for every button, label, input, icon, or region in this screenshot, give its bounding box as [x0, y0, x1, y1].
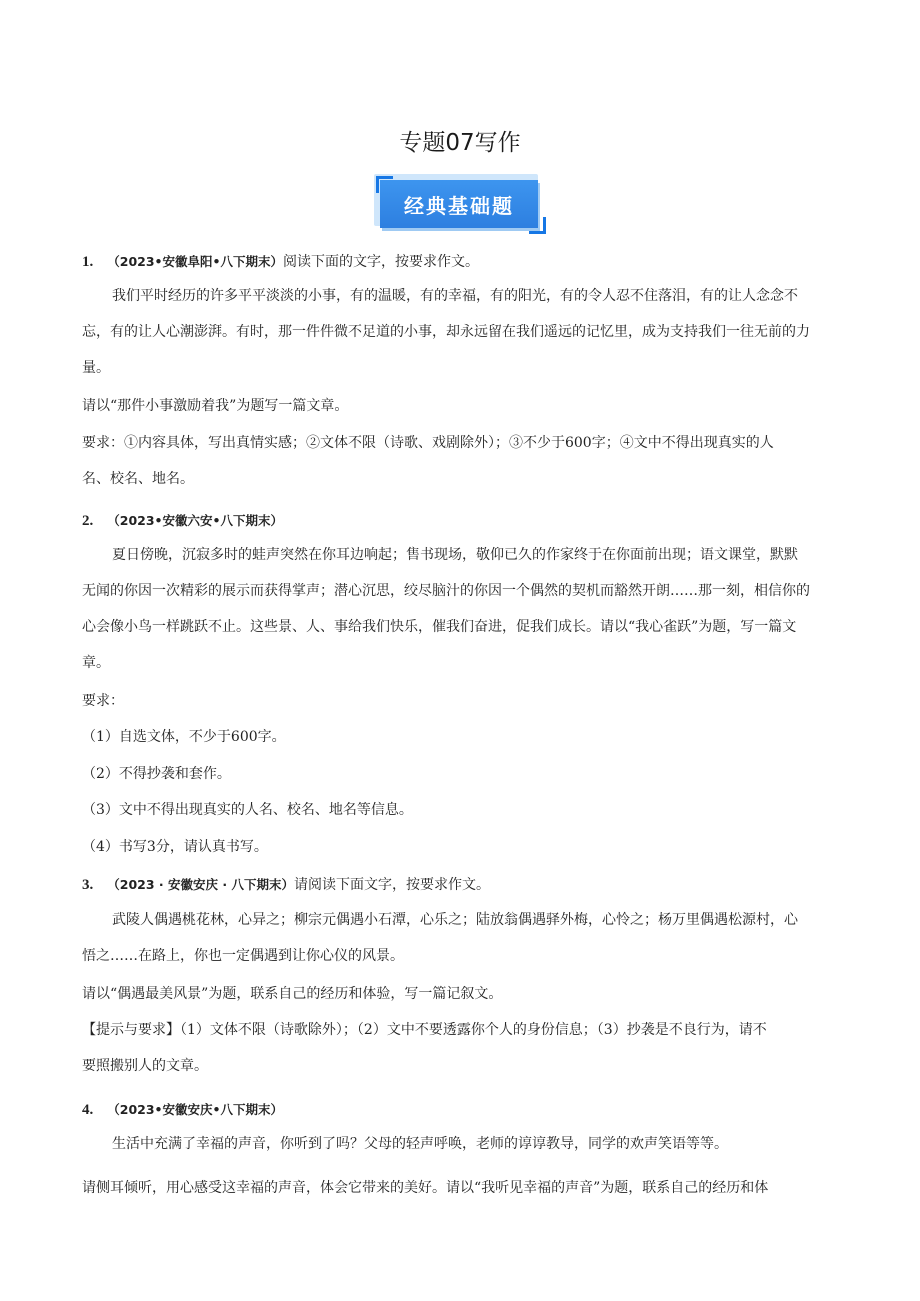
question-3-header: [82, 875, 490, 895]
question-1-line: 我们平时经历的许多平平淡淡的小事，有的温暖，有的幸福，有的阳光，有的令人忍不住落泪，有的让人念念不: [112, 288, 798, 304]
question-2-line: 心会像小鸟一样跳跃不止。这些景、人、事给我们快乐，催我们奋进，促我们成长。请以“我心雀跃”为题，写一篇文: [82, 619, 797, 635]
question-2-requirement: （4）书写3分，请认真书写。: [82, 839, 268, 855]
question-number: 4.: [82, 1102, 94, 1118]
question-2-line: 无闻的你因一次精彩的展示而获得掌声；潜心沉思，绞尽脑汁的你因一个偶然的契机而豁然开朗……那一刻，相信你的: [82, 583, 810, 599]
question-1-line: 量。: [82, 360, 110, 376]
question-number: 3.: [82, 877, 94, 893]
question-3-prompt: 请以“偶遇最美风景”为题，联系自己的经历和体验，写一篇记叙文。: [82, 986, 503, 1002]
question-2-line: 夏日傍晚，沉寂多时的蛙声突然在你耳边响起；售书现场，敬仰已久的作家终于在你面前出现；语文课堂，默默: [112, 547, 798, 563]
badge-label: 经典基础题: [404, 193, 514, 218]
question-source: （2023 · 安徽安庆 · 八下期末）: [107, 877, 294, 892]
question-2-requirement: （1）自选文体，不少于600字。: [82, 729, 286, 745]
badge-corner-bottom-right: [529, 217, 546, 234]
question-4-line: 请侧耳倾听，用心感受这幸福的声音，体会它带来的美好。请以“我听见幸福的声音”为题，联系自己的经历和体: [82, 1180, 769, 1196]
question-2-header: [82, 511, 283, 531]
question-3-line: 悟之……在路上，你也一定偶遇到让你心仪的风景。: [82, 948, 404, 964]
question-3-requirements: 要照搬别人的文章。: [82, 1058, 208, 1074]
question-2-line: 章。: [82, 655, 110, 671]
question-4-header: [82, 1100, 283, 1120]
question-2-requirement: （2）不得抄袭和套作。: [82, 766, 231, 782]
question-3-line: 武陵人偶遇桃花林，心异之；柳宗元偶遇小石潭，心乐之；陆放翁偶遇驿外梅，心怜之；杨万里偶遇松源村，心: [112, 912, 798, 928]
question-instruction: 请阅读下面文字，按要求作文。: [293, 877, 490, 893]
question-1-requirements: 名、校名、地名。: [82, 471, 194, 487]
question-instruction: 阅读下面的文字，按要求作文。: [283, 254, 480, 270]
question-1-header: [82, 252, 479, 272]
question-1-requirements: 要求：①内容具体，写出真情实感；②文体不限（诗歌、戏剧除外）；③不少于600字；④文中不得出现真实的人: [82, 435, 774, 451]
question-source: （2023•安徽安庆•八下期末）: [107, 1102, 284, 1117]
question-number: 1.: [82, 254, 94, 270]
question-source: （2023•安徽阜阳•八下期末）: [107, 254, 284, 269]
question-1-line: 忘，有的让人心潮澎湃。有时，那一件件微不足道的小事，却永远留在我们遥远的记忆里，成为支持我们一往无前的力: [82, 324, 810, 340]
question-1-prompt: 请以“那件小事激励着我”为题写一篇文章。: [82, 398, 349, 414]
question-number: 2.: [82, 513, 94, 529]
page-title: 专题07写作: [399, 130, 521, 156]
question-2-requirement: （3）文中不得出现真实的人名、校名、地名等信息。: [82, 802, 413, 818]
question-3-requirements: 【提示与要求】（1）文体不限（诗歌除外）；（2）文中不要透露你个人的身份信息；（3）抄袭是不良行为，请不: [82, 1022, 767, 1038]
question-4-line: 生活中充满了幸福的声音，你听到了吗？父母的轻声呼唤，老师的谆谆教导，同学的欢声笑语等等。: [112, 1136, 728, 1152]
question-source: （2023•安徽六安•八下期末）: [107, 513, 284, 528]
section-badge: [374, 174, 546, 236]
question-2-requirements-label: 要求：: [82, 693, 124, 709]
badge-label-box: [380, 180, 538, 228]
